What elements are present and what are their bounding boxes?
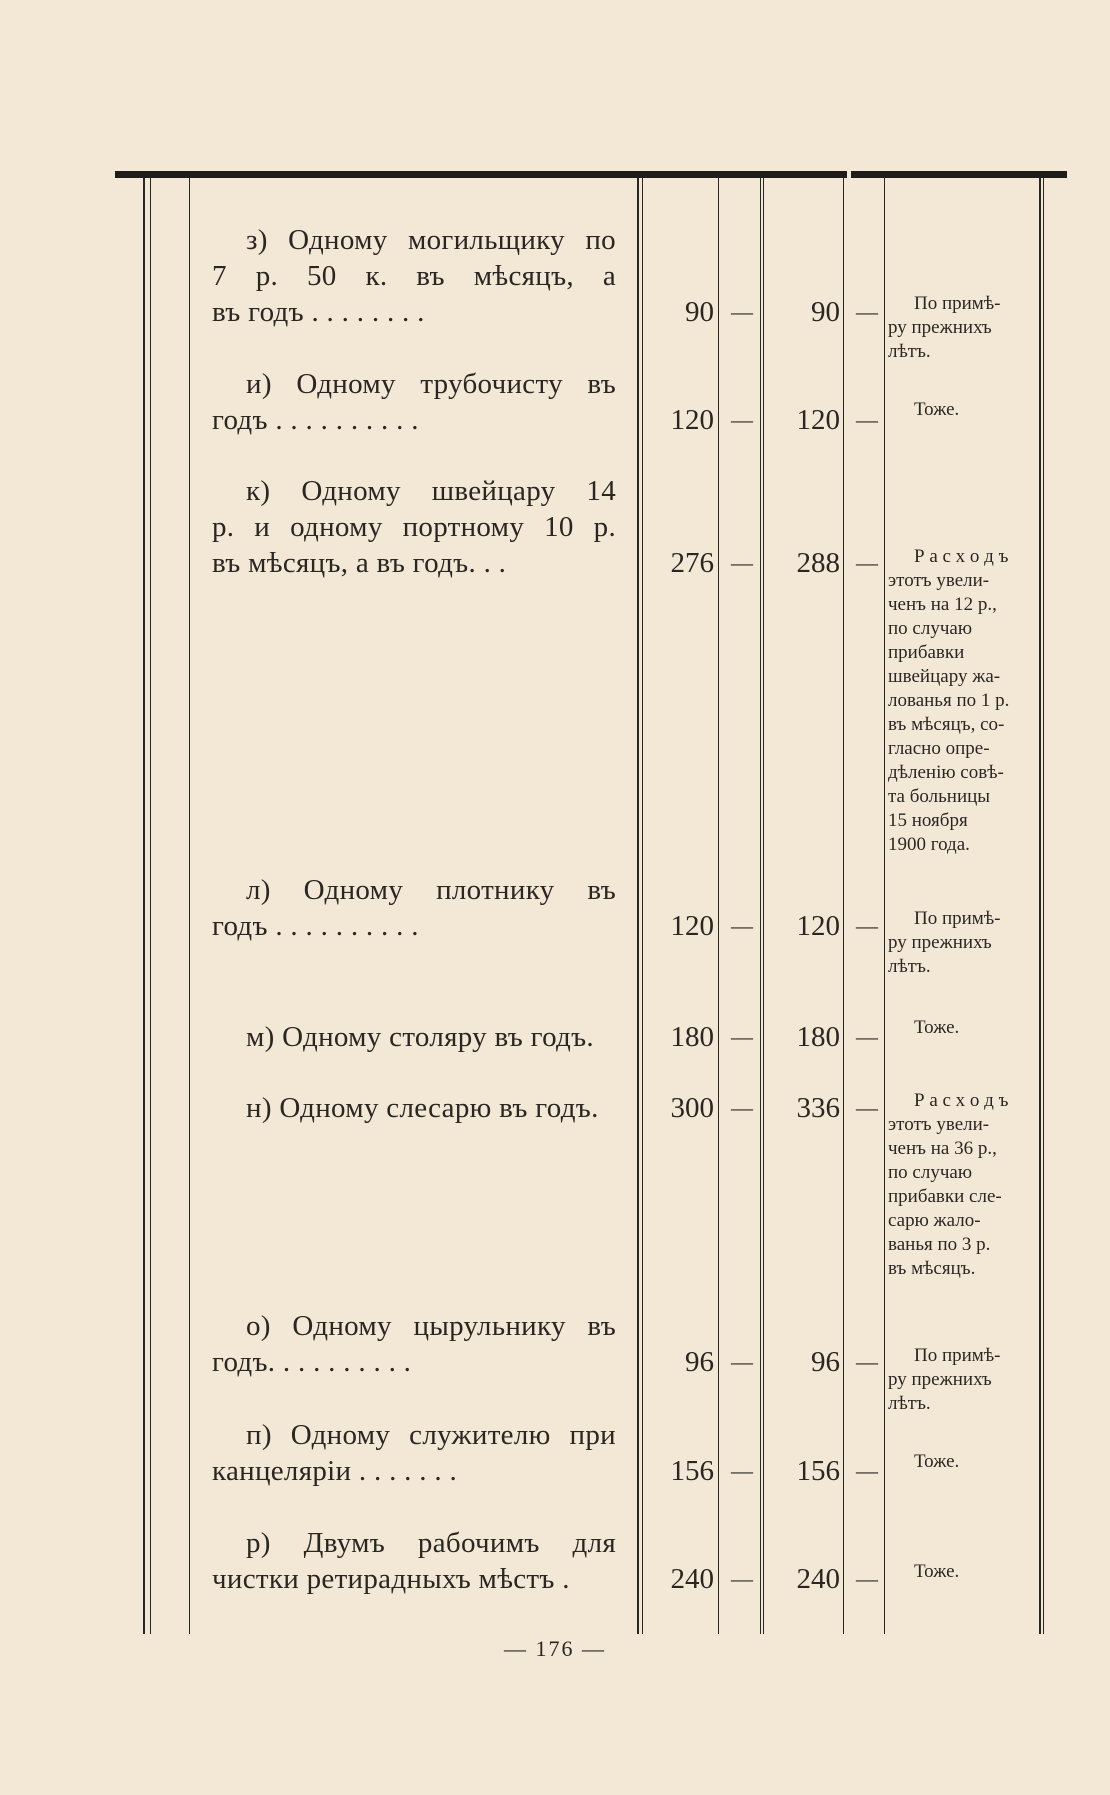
description-line: и) Одному трубочисту въ	[246, 368, 616, 400]
remark-line: 1900 года.	[888, 834, 970, 855]
top-rule-right	[851, 171, 1067, 178]
row-description	[212, 1417, 616, 1489]
column-line	[760, 178, 761, 1634]
kopeck-dash: —	[856, 913, 878, 938]
kopeck-dash: —	[731, 299, 753, 324]
remark-line: Тоже.	[914, 1561, 960, 1582]
row-description	[212, 222, 616, 330]
description-line: въ годъ . . . . . . . .	[212, 296, 425, 328]
amount-current: 120	[796, 404, 840, 436]
remark-line: ванья по 3 р.	[888, 1234, 991, 1255]
remark-line: Тоже.	[914, 399, 960, 420]
amount-previous: 90	[685, 296, 714, 328]
description-line: к) Одному швейцару 14	[246, 475, 616, 507]
description-line: чистки ретирадныхъ мѣстъ .	[212, 1563, 570, 1595]
remark-line: ру прежнихъ	[888, 317, 992, 338]
column-line	[718, 178, 719, 1634]
kopeck-dash: —	[856, 407, 878, 432]
remark-line: 15 ноября	[888, 810, 968, 831]
row-remark	[888, 398, 1038, 422]
remark-line: По примѣ-	[914, 908, 1001, 929]
amount-previous: 156	[670, 1455, 714, 1487]
remark-line: ченъ на 12 р.,	[888, 594, 997, 615]
column-line	[189, 178, 190, 1634]
remark-line: по случаю	[888, 1162, 973, 1183]
amount-previous: 120	[670, 404, 714, 436]
amount-previous: 240	[670, 1563, 714, 1595]
amount-current: 120	[796, 910, 840, 942]
amount-current: 336	[796, 1092, 840, 1124]
kopeck-dash: —	[731, 407, 753, 432]
row-remark	[888, 292, 1038, 364]
row-description	[212, 366, 616, 438]
amount-previous: 180	[670, 1021, 714, 1053]
description-line: въ мѣсяцъ, а въ годъ. . .	[212, 547, 507, 579]
kopeck-dash: —	[856, 1095, 878, 1120]
description-line: р. и одному портному 10 р.	[212, 511, 616, 543]
column-line	[637, 178, 639, 1634]
remark-line: по случаю	[888, 618, 973, 639]
page-number: — 176 —	[504, 1636, 606, 1661]
remark-line: лѣтъ.	[888, 956, 931, 977]
kopeck-dash: —	[731, 913, 753, 938]
remark-line: ру прежнихъ	[888, 932, 992, 953]
column-line	[143, 178, 145, 1634]
row-remark	[888, 1450, 1038, 1474]
description-line: 7 р. 50 к. въ мѣсяцъ, а	[212, 260, 616, 292]
description-line: з) Одному могильщику по	[246, 224, 616, 256]
remark-line: По примѣ-	[914, 1345, 1001, 1366]
remark-line: ру прежнихъ	[888, 1369, 992, 1390]
row-description	[212, 872, 616, 944]
kopeck-dash: —	[731, 550, 753, 575]
row-description	[212, 1090, 616, 1126]
amount-current: 156	[796, 1455, 840, 1487]
row-description	[212, 473, 616, 581]
kopeck-dash: —	[731, 1095, 753, 1120]
remark-line: По примѣ-	[914, 293, 1001, 314]
remark-line: этотъ увели-	[888, 1114, 990, 1135]
column-line	[884, 178, 885, 1634]
remark-line: та больницы	[888, 786, 991, 807]
amount-previous: 96	[685, 1346, 714, 1378]
description-line: п) Одному служителю при	[246, 1419, 616, 1451]
remark-line: лѣтъ.	[888, 341, 931, 362]
remark-line: прибавки сле-	[888, 1186, 1002, 1207]
description-line: р) Двумъ рабочимъ для	[246, 1527, 616, 1559]
row-description	[212, 1308, 616, 1380]
amount-current: 90	[811, 296, 840, 328]
row-remark	[888, 907, 1038, 979]
amount-current: 180	[796, 1021, 840, 1053]
kopeck-dash: —	[856, 1566, 878, 1591]
description-line: годъ. . . . . . . . . .	[212, 1346, 412, 1378]
remark-line: въ мѣсяцъ, со-	[888, 714, 1005, 735]
row-description	[212, 1525, 616, 1597]
remark-line: дѣленію совѣ-	[888, 762, 1004, 783]
row-remark	[888, 1560, 1038, 1584]
remark-line: гласно опре-	[888, 738, 990, 759]
remark-line: въ мѣсяцъ.	[888, 1258, 976, 1279]
column-line	[1039, 178, 1041, 1634]
description-line: годъ . . . . . . . . . .	[212, 404, 419, 436]
remark-line: этотъ увели-	[888, 570, 990, 591]
column-line	[843, 178, 844, 1634]
remark-line: Тоже.	[914, 1451, 960, 1472]
column-line	[642, 178, 643, 1634]
remark-line: Р а с х о д ъ	[914, 1090, 1009, 1111]
amount-previous: 120	[670, 910, 714, 942]
row-remark	[888, 1344, 1038, 1416]
description-line: н) Одному слесарю въ годъ.	[246, 1092, 599, 1124]
amount-current: 96	[811, 1346, 840, 1378]
kopeck-dash: —	[731, 1566, 753, 1591]
description-line: м) Одному столяру въ годъ.	[246, 1021, 594, 1053]
amount-current: 240	[796, 1563, 840, 1595]
row-remark	[888, 545, 1038, 857]
kopeck-dash: —	[731, 1024, 753, 1049]
kopeck-dash: —	[856, 1349, 878, 1374]
row-description	[212, 1019, 616, 1055]
description-line: канцеляріи . . . . . . .	[212, 1455, 458, 1487]
remark-line: ченъ на 36 р.,	[888, 1138, 997, 1159]
remark-line: Тоже.	[914, 1017, 960, 1038]
row-remark	[888, 1016, 1038, 1040]
column-line	[150, 178, 151, 1634]
top-rule-left	[115, 171, 847, 178]
remark-line: Р а с х о д ъ	[914, 546, 1009, 567]
column-line	[763, 178, 764, 1634]
description-line: годъ . . . . . . . . . .	[212, 910, 419, 942]
amount-current: 288	[796, 547, 840, 579]
remark-line: лованья по 1 р.	[888, 690, 1010, 711]
kopeck-dash: —	[856, 550, 878, 575]
remark-line: лѣтъ.	[888, 1393, 931, 1414]
kopeck-dash: —	[856, 1458, 878, 1483]
description-line: о) Одному цырульнику въ	[246, 1310, 616, 1342]
description-line: л) Одному плотнику въ	[246, 874, 616, 906]
column-line	[1043, 178, 1044, 1634]
amount-previous: 276	[670, 547, 714, 579]
remark-line: сарю жало-	[888, 1210, 981, 1231]
kopeck-dash: —	[731, 1349, 753, 1374]
remark-line: прибавки	[888, 642, 965, 663]
kopeck-dash: —	[856, 1024, 878, 1049]
amount-previous: 300	[670, 1092, 714, 1124]
kopeck-dash: —	[856, 299, 878, 324]
remark-line: швейцару жа-	[888, 666, 1001, 687]
kopeck-dash: —	[731, 1458, 753, 1483]
row-remark	[888, 1089, 1038, 1281]
